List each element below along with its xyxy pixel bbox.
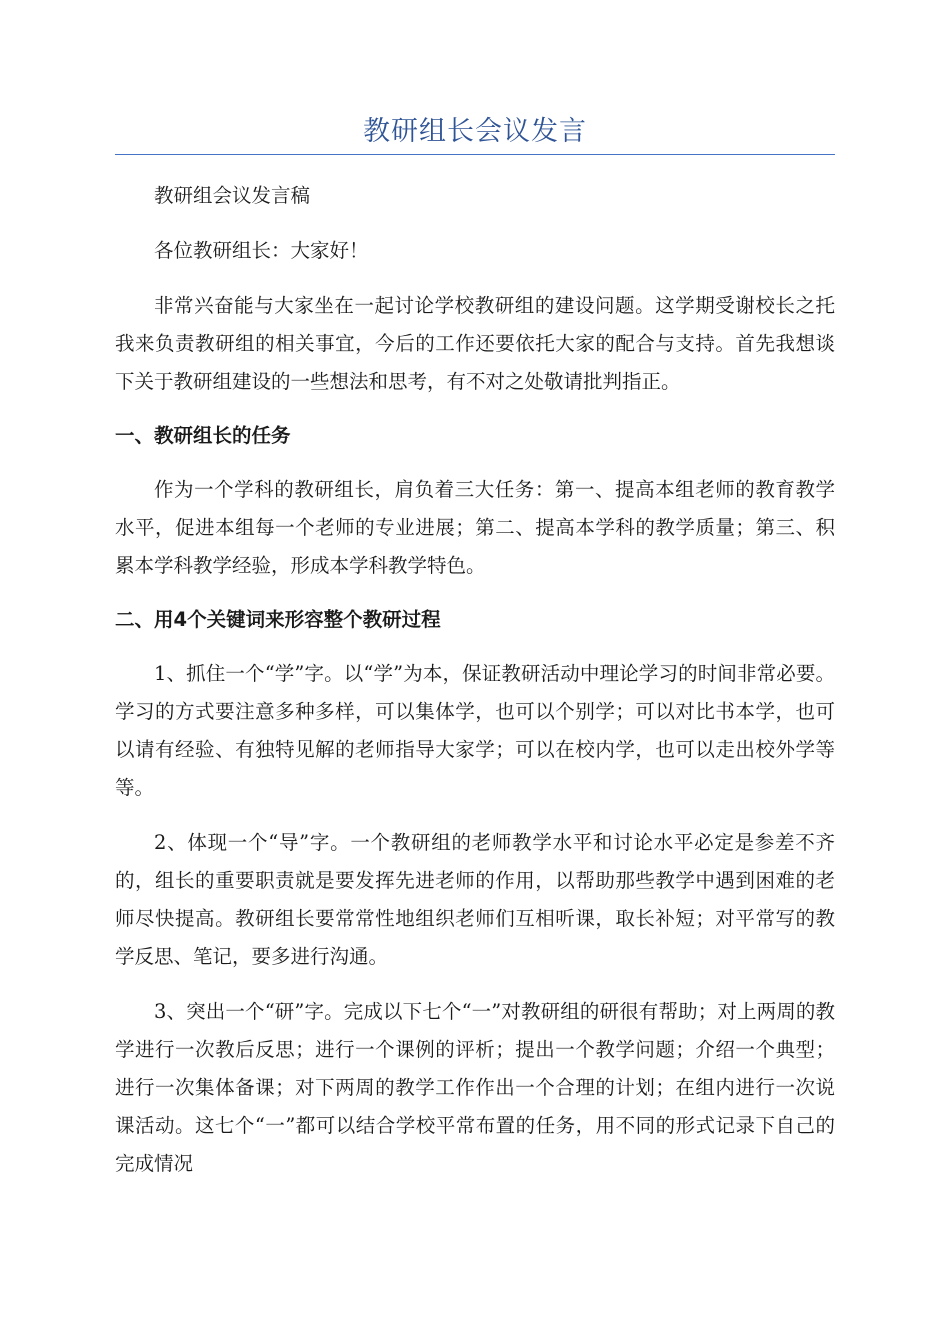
greeting-line: 各位教研组长：大家好！ bbox=[154, 239, 369, 262]
document-title: 教研组长会议发言 bbox=[363, 116, 587, 147]
document-page bbox=[115, 112, 835, 1183]
section-1-body: 作为一个学科的教研组长，肩负着三大任务：第一、提高本组老师的教育教学水平，促进本组每一个老师的专业进展；第二、提高本学科的教学质量；第三、积累本学科教学经验，形成本学科教学特色。 bbox=[115, 478, 835, 577]
section-2-item-3: 3、突出一个“研”字。完成以下七个“一”对教研组的研很有帮助；对上两周的教学进行一次教后反思；进行一个课例的评析；提出一个教学问题；介绍一个典型；进行一次集体备课；对下两周的教学工作作出一个合理的计划；在组内进行一次说课活动。这七个“一”都可以结合学校平常布置的任务，用不同的形式记录下自己的完成情况 bbox=[115, 1000, 835, 1175]
intro-paragraph: 非常兴奋能与大家坐在一起讨论学校教研组的建设问题。这学期受谢校长之托我来负责教研组的相关事宜，今后的工作还要依托大家的配合与支持。首先我想谈下关于教研组建设的一些想法和思考，有不对之处敬请批判指正。 bbox=[115, 294, 835, 393]
title-underline bbox=[115, 154, 835, 155]
section-1-heading: 一、教研组长的任务 bbox=[115, 424, 291, 447]
section-2-heading: 二、用4个关键词来形容整个教研过程 bbox=[115, 608, 441, 631]
subtitle-line: 教研组会议发言稿 bbox=[154, 184, 311, 207]
section-2-item-2: 2、体现一个“导”字。一个教研组的老师教学水平和讨论水平必定是参差不齐的，组长的重要职责就是要发挥先进老师的作用，以帮助那些教学中遇到困难的老师尽快提高。教研组长要常常性地组织老师们互相听课，取长补短；对平常写的教学反思、笔记，要多进行沟通。 bbox=[115, 831, 835, 968]
section-2-item-1: 1、抓住一个“学”字。以“学”为本，保证教研活动中理论学习的时间非常必要。学习的方式要注意多种多样，可以集体学，也可以个别学；可以对比书本学，也可以请有经验、有独特见解的老师指导大家学；可以在校内学，也可以走出校外学等等。 bbox=[115, 662, 835, 799]
